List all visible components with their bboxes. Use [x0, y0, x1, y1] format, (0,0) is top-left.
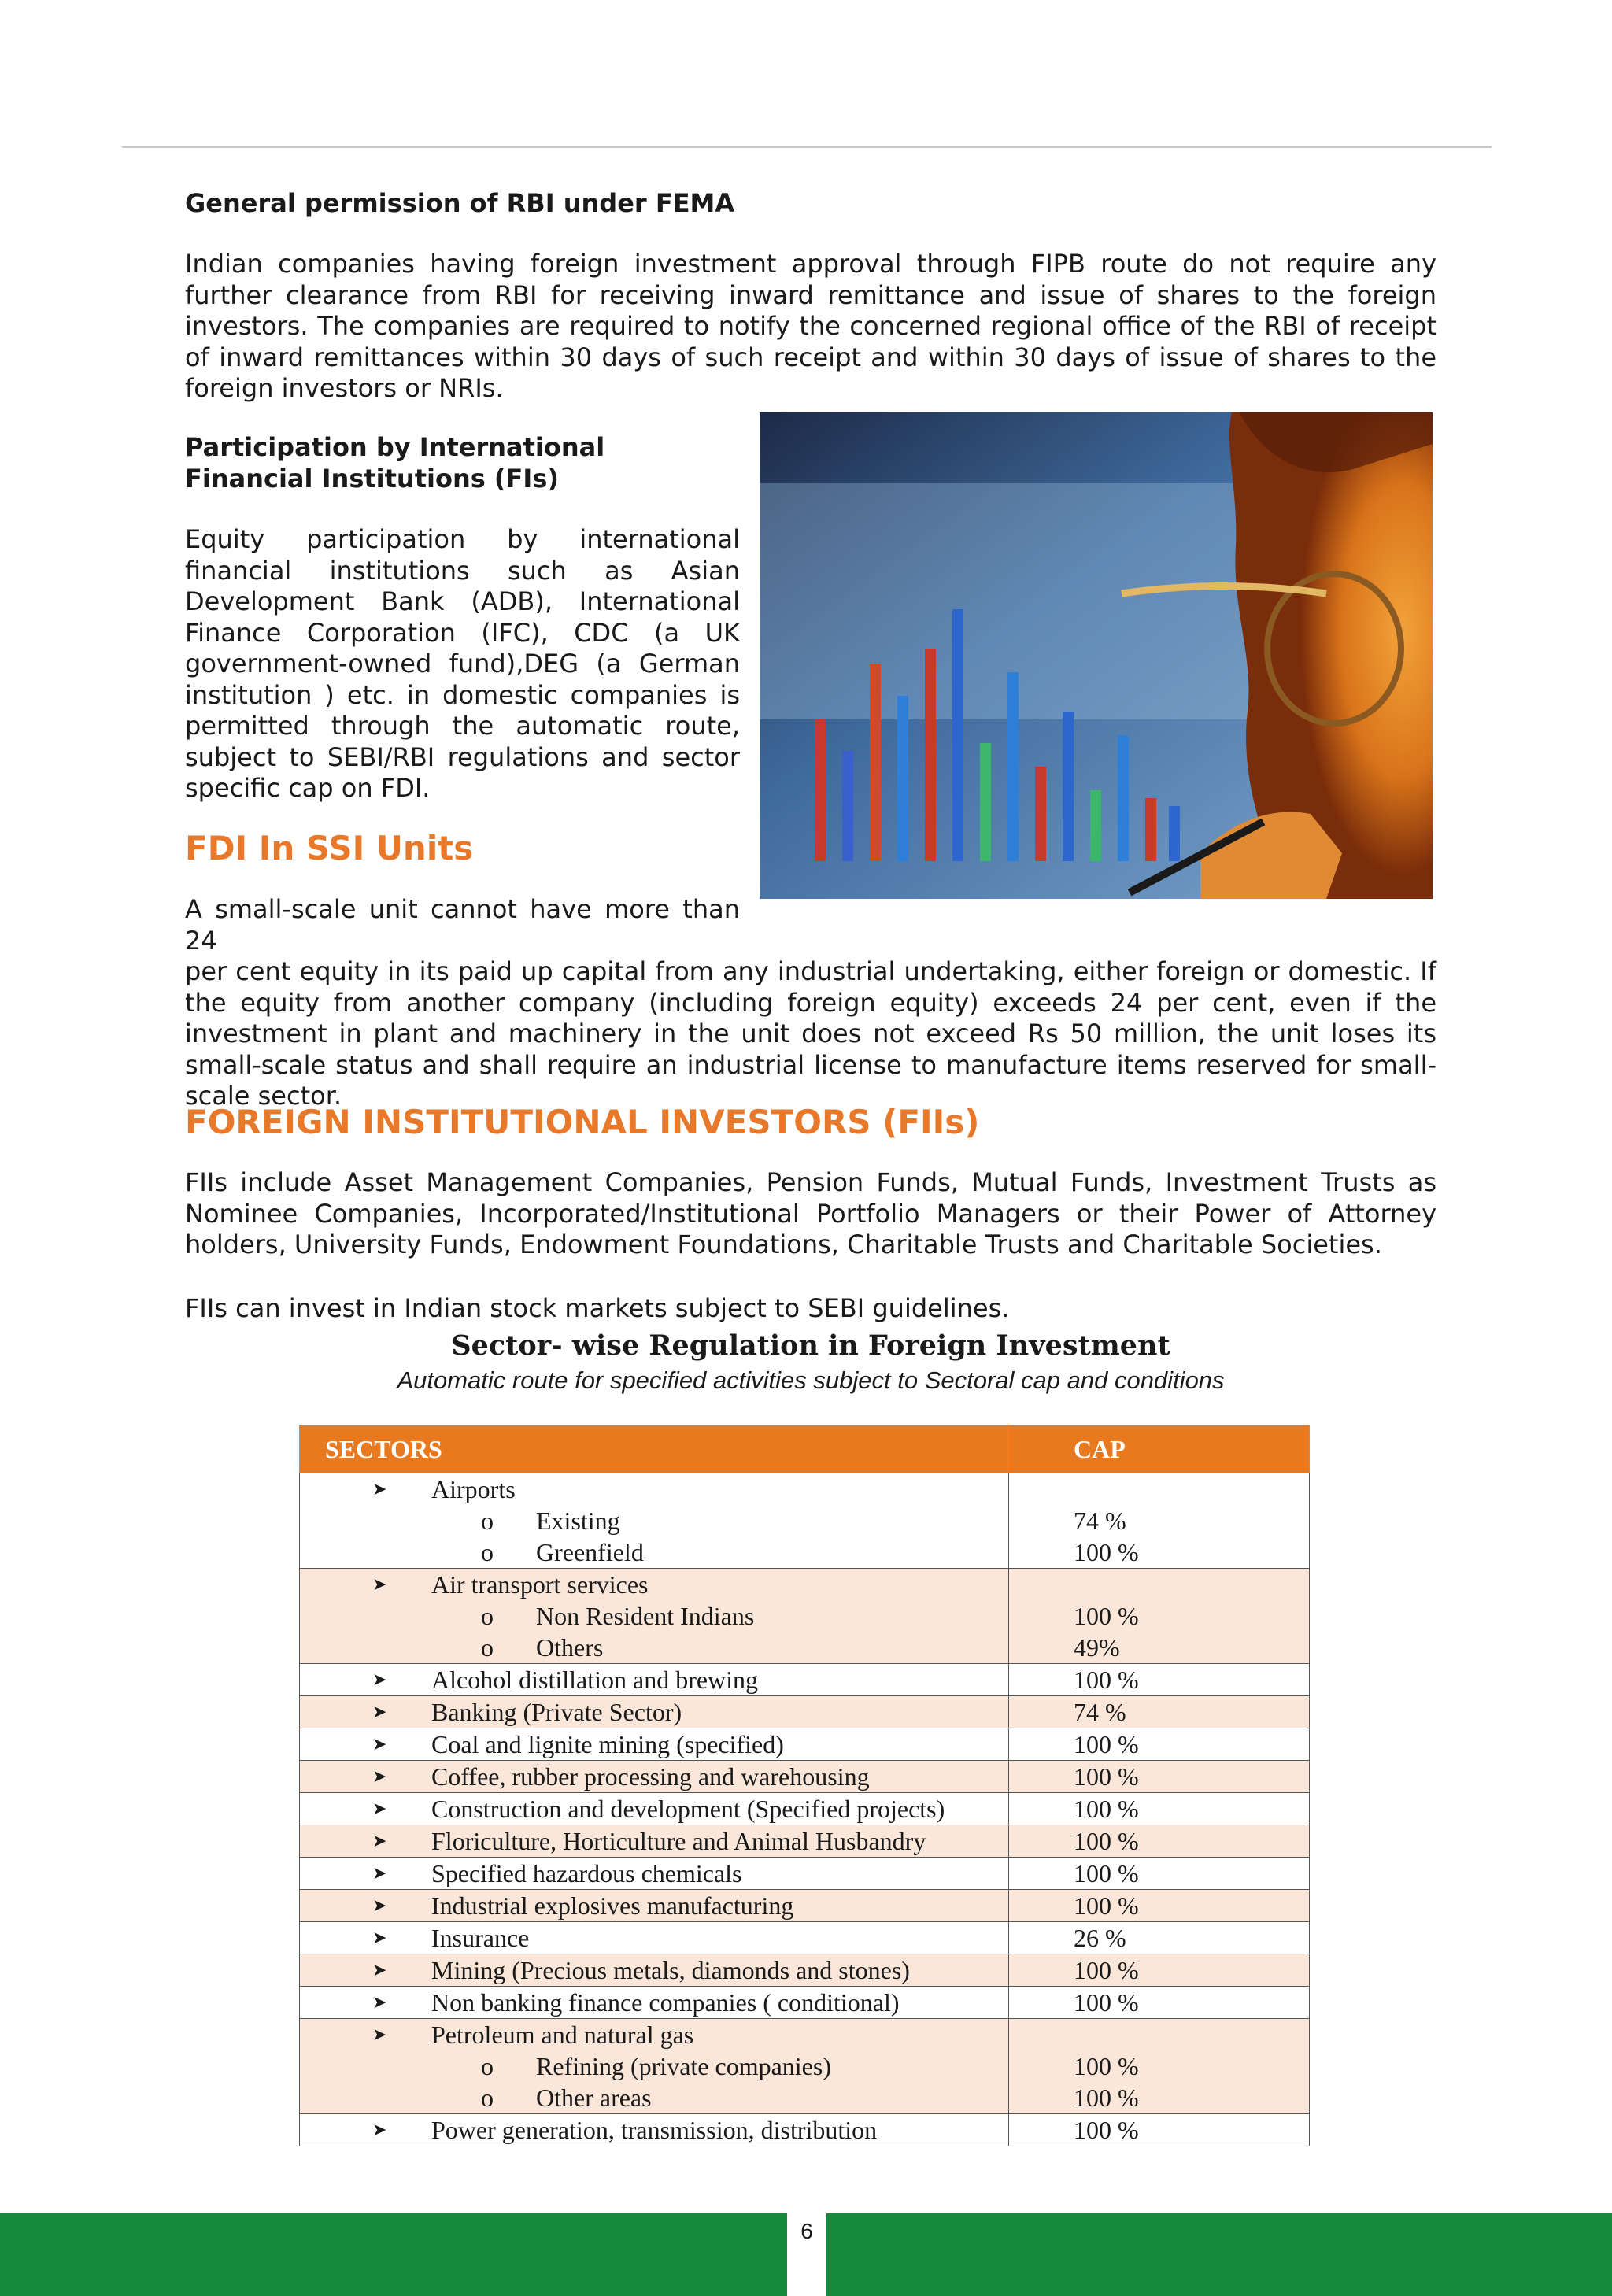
arrow-bullet-icon: ➤ [372, 2024, 387, 2044]
sector-label: Coffee, rubber processing and warehousing [431, 1762, 870, 1791]
table-row [300, 1890, 1310, 1922]
circle-bullet-icon: o [481, 1633, 494, 1662]
table-row [300, 1987, 1310, 2019]
sub-item-label: Others [536, 1633, 604, 1662]
sector-cell [300, 1858, 1009, 1890]
cap-value: 74 % [1074, 1698, 1126, 1726]
arrow-bullet-icon: ➤ [372, 1992, 387, 2012]
sector-label: Specified hazardous chemicals [431, 1859, 742, 1887]
cap-cell [1009, 2114, 1310, 2146]
sector-cell [300, 1987, 1009, 2019]
sub-item [300, 1536, 1008, 1568]
table-row [300, 1696, 1310, 1728]
arrow-bullet-icon: ➤ [372, 1669, 387, 1689]
circle-bullet-icon: o [481, 2052, 494, 2080]
cap-blank [1074, 1473, 1309, 1505]
column-header-sectors: SECTORS [300, 1425, 1009, 1473]
section-body-ssi-first: A small-scale unit cannot have more than 24 [185, 894, 740, 956]
cap-value: 100 % [1074, 1538, 1139, 1566]
arrow-bullet-icon: ➤ [372, 1479, 387, 1499]
sub-item-label: Existing [536, 1507, 620, 1535]
cap-cell [1009, 1696, 1310, 1728]
arrow-bullet-icon: ➤ [372, 1895, 387, 1915]
sub-item [300, 1600, 1008, 1632]
sector-cell [300, 1473, 1009, 1569]
sub-item [300, 1632, 1008, 1663]
arrow-bullet-icon: ➤ [372, 1928, 387, 1947]
cap-blank [1074, 2019, 1309, 2050]
table-row [300, 1473, 1310, 1569]
sub-item [300, 2050, 1008, 2082]
cap-cell [1009, 1793, 1310, 1825]
cap-cell [1009, 1728, 1310, 1761]
table-row [300, 1761, 1310, 1793]
sector-cell [300, 2019, 1009, 2114]
cap-value: 100 % [1074, 1762, 1139, 1791]
sector-cell [300, 1793, 1009, 1825]
cap-value: 100 % [1074, 1795, 1139, 1823]
sector-label: Coal and lignite mining (specified) [431, 1730, 784, 1758]
sub-item [300, 1505, 1008, 1536]
circle-bullet-icon: o [481, 1507, 494, 1535]
cap-value: 100 % [1074, 1666, 1139, 1694]
sector-label: Power generation, transmission, distribution [431, 2116, 878, 2144]
cap-cell [1009, 1569, 1310, 1664]
column-header-cap: CAP [1009, 1425, 1310, 1473]
sub-item-label: Greenfield [536, 1538, 644, 1566]
cap-value: 100 % [1074, 2083, 1139, 2112]
sub-item-label: Refining (private companies) [536, 2052, 831, 2080]
arrow-bullet-icon: ➤ [372, 2120, 387, 2139]
cap-cell [1009, 1473, 1310, 1569]
cap-value: 49% [1074, 1633, 1120, 1662]
top-divider [122, 146, 1492, 148]
cap-cell [1009, 1664, 1310, 1696]
sector-cap-table [299, 1425, 1310, 2146]
cap-cell [1009, 1825, 1310, 1858]
cap-cell [1009, 1987, 1310, 2019]
cap-blank [1074, 1569, 1309, 1600]
section-heading-rbi: General permission of RBI under FEMA [185, 188, 735, 218]
cap-cell [1009, 1954, 1310, 1987]
table-row [300, 1728, 1310, 1761]
arrow-bullet-icon: ➤ [372, 1574, 387, 1594]
table-subtitle: Automatic route for specified activities subject to Sectoral cap and conditions [397, 1366, 1225, 1394]
cap-cell [1009, 1858, 1310, 1890]
sector-cell [300, 1954, 1009, 1987]
page-number: 6 [800, 2219, 813, 2243]
arrow-bullet-icon: ➤ [372, 1734, 387, 1754]
cap-value: 100 % [1074, 1827, 1139, 1855]
sector-label: Industrial explosives manufacturing [431, 1891, 794, 1920]
section-rbi [185, 187, 1436, 405]
table-row [300, 2019, 1310, 2114]
cap-value: 100 % [1074, 1988, 1139, 2017]
circle-bullet-icon: o [481, 1602, 494, 1630]
sector-label: Mining (Precious metals, diamonds and stones) [431, 1956, 910, 1984]
table-title: Sector- wise Regulation in Foreign Investment [451, 1329, 1170, 1362]
sector-cell [300, 1825, 1009, 1858]
sub-item-label: Non Resident Indians [536, 1602, 755, 1630]
cap-cell [1009, 1922, 1310, 1954]
sector-cell [300, 1922, 1009, 1954]
sector-cell [300, 1696, 1009, 1728]
sector-label: Airports [431, 1475, 516, 1503]
section-fis [185, 431, 740, 804]
sector-label: Insurance [431, 1924, 530, 1952]
arrow-bullet-icon: ➤ [372, 1766, 387, 1786]
sector-label: Air transport services [431, 1570, 649, 1599]
cap-value: 26 % [1074, 1924, 1126, 1952]
sector-cell [300, 2114, 1009, 2146]
section-heading-fii: FOREIGN INSTITUTIONAL INVESTORS (FIIs) [185, 1103, 980, 1141]
table-row [300, 1954, 1310, 1987]
sector-cell [300, 1569, 1009, 1664]
sector-cell [300, 1728, 1009, 1761]
sector-label: Alcohol distillation and brewing [431, 1666, 759, 1694]
table-body [300, 1473, 1310, 2146]
cap-cell [1009, 2019, 1310, 2114]
arrow-bullet-icon: ➤ [372, 1702, 387, 1721]
sub-item-label: Other areas [536, 2083, 652, 2112]
table-row [300, 1793, 1310, 1825]
sector-label: Petroleum and natural gas [431, 2021, 694, 2049]
cap-cell [1009, 1761, 1310, 1793]
circle-bullet-icon: o [481, 1538, 494, 1566]
sector-label: Banking (Private Sector) [431, 1698, 682, 1726]
section-body-fii-2: FIIs can invest in Indian stock markets subject to SEBI guidelines. [185, 1293, 1010, 1323]
table-row [300, 1922, 1310, 1954]
table-row [300, 1569, 1310, 1664]
section-heading-ssi: FDI In SSI Units [185, 829, 474, 867]
sector-label: Construction and development (Specified projects) [431, 1795, 945, 1823]
cap-value: 100 % [1074, 2052, 1139, 2080]
table-row [300, 1858, 1310, 1890]
arrow-bullet-icon: ➤ [372, 1863, 387, 1883]
circle-bullet-icon: o [481, 2083, 494, 2112]
sector-label: Floriculture, Horticulture and Animal Husbandry [431, 1827, 926, 1855]
analyst-photo [760, 412, 1433, 899]
table-row [300, 2114, 1310, 2146]
table-row [300, 1664, 1310, 1696]
sub-item [300, 2082, 1008, 2113]
cap-cell [1009, 1890, 1310, 1922]
sector-cell [300, 1761, 1009, 1793]
section-heading-fis: Participation by International Financial Institutions (FIs) [185, 432, 605, 494]
arrow-bullet-icon: ➤ [372, 1831, 387, 1850]
section-body-ssi [185, 894, 1436, 1112]
arrow-bullet-icon: ➤ [372, 1799, 387, 1818]
table-row [300, 1825, 1310, 1858]
table-header-row [300, 1425, 1310, 1473]
sector-cell [300, 1664, 1009, 1696]
arrow-bullet-icon: ➤ [372, 1960, 387, 1980]
cap-value: 100 % [1074, 1602, 1139, 1630]
section-body-fii-1: FIIs include Asset Management Companies, Pension Funds, Mutual Funds, Investment Trusts as Nominee Companies, Incorporated/Institutional Portfolio Managers or their Power of Attorney holders, University Funds, Endowment Foundations, Charitable Trusts and Charitable Societies. [185, 1167, 1436, 1259]
cap-value: 74 % [1074, 1507, 1126, 1535]
section-body-rbi: Indian companies having foreign investment approval through FIPB route do not require any further clearance from RBI for receiving inward remittance and issue of shares to the foreign investors. The companies are required to notify the concerned regional office of the RBI of receipt of inward remittances within 30 days of such receipt and within 30 days of issue of shares to the foreign investors or NRIs. [185, 249, 1436, 403]
cap-value: 100 % [1074, 2116, 1139, 2144]
cap-value: 100 % [1074, 1956, 1139, 1984]
cap-value: 100 % [1074, 1891, 1139, 1920]
section-body-fis: Equity participation by international financial institutions such as Asian Development Bank (ADB), International Finance Corporation (IFC), CDC (a UK government-owned fund),DEG (a German institution ) etc. in domestic companies is permitted through the automatic route, subject to SEBI/RBI regulations and sector specific cap on FDI. [185, 524, 740, 803]
cap-value: 100 % [1074, 1730, 1139, 1758]
sector-cell [300, 1890, 1009, 1922]
section-body-ssi-rest: per cent equity in its paid up capital from any industrial undertaking, either foreign or domestic. If the equity from another company (including foreign equity) exceeds 24 per cent, even if the investment in plant and machinery in the unit does not exceed Rs 50 million, the unit loses its small-scale status and shall require an industrial license to manufacture items reserved for small-scale sector. [185, 956, 1436, 1111]
cap-value: 100 % [1074, 1859, 1139, 1887]
sector-label: Non banking finance companies ( conditional) [431, 1988, 900, 2017]
